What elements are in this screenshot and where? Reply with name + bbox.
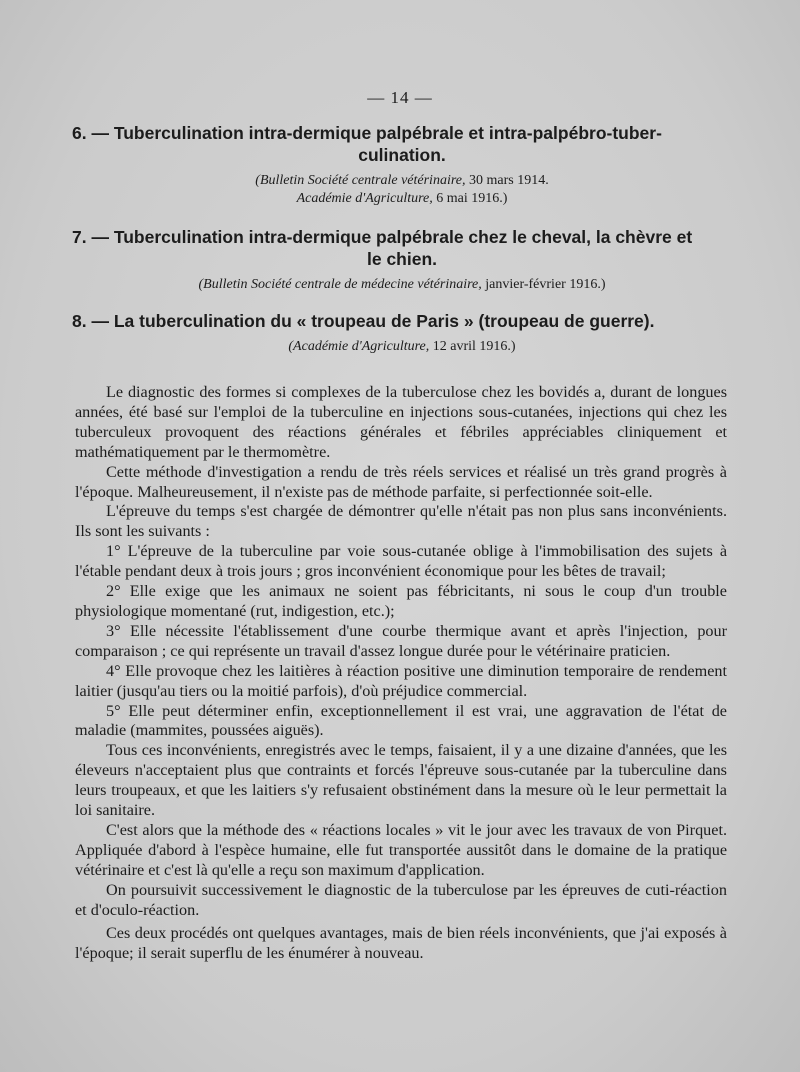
source-date: janvier-février 1916.) — [481, 277, 606, 292]
paragraph: C'est alors que la méthode des « réactions locales » vit le jour avec les travaux de von Pirquet. Appliquée d'abord à l'espèce humaine, elle fut transportée aussitôt dans le domaine de la pratique vétérinaire et c'est là qu'elle a reçu son maximum d'application. — [75, 820, 727, 879]
source-journal: (Bulletin Société centrale vétérinaire, — [255, 173, 466, 188]
paragraph: 2° Elle exige que les animaux ne soient pas fébricitants, ni sous le coup d'un trouble physiologique momentané (rut, indigestion, etc.); — [75, 582, 727, 620]
paragraph: 1° L'épreuve de la tuberculine par voie sous-cutanée oblige à l'immobilisation des sujets à l'étable pendant deux à trois jours ; gros inconvénient économique pour les bêtes de travail; — [75, 542, 727, 581]
reference-number: 8. — [72, 311, 87, 331]
source-date: 6 mai 1916.) — [432, 191, 508, 206]
paragraph: Tous ces inconvénients, enregistrés avec le temps, faisaient, il y a une dizaine d'années, que les éleveurs n'acceptaient plus que contraints et forcés l'épreuve sous-cutanée par la tuberculine dans leurs troupeaux, et que les laitiers s'y refusaient obstinément dans la mesure où le leur permettait la loi sanitaire. — [75, 741, 727, 820]
reference-title — [72, 310, 732, 332]
reference-6 — [72, 122, 732, 208]
paragraph: Le diagnostic des formes si complexes de la tuberculose chez les bovidés a, durant de longues années, été basé sur l'emploi de la tuberculine en injections sous-cutanées, injections qui chez les tuberculeux provoquent des réactions générales et fébriles appréciables cliniquement et mathématiquement par le thermomètre. — [75, 383, 727, 461]
source-journal: (Bulletin Société centrale de médecine vétérinaire, — [198, 277, 482, 292]
reference-title — [72, 122, 732, 166]
source-journal: Académie d'Agriculture, — [296, 191, 433, 206]
reference-title-continuation: le chien. — [366, 249, 438, 269]
paragraph: 3° Elle nécessite l'établissement d'une courbe thermique avant et après l'injection, pour comparaison ; ce qui représente un travail d'assez longue durée pour le vétérinaire praticien. — [75, 621, 727, 660]
reference-number: 6. — [72, 123, 87, 143]
reference-source — [72, 338, 732, 356]
paragraph: 4° Elle provoque chez les laitières à réaction positive une diminution temporaire de rendement laitier (jusqu'au tiers ou la moitié parfois), d'où préjudice commercial. — [75, 661, 727, 700]
reference-8 — [72, 310, 732, 356]
reference-title — [72, 226, 732, 270]
reference-source — [72, 172, 732, 208]
reference-title-line: — Tuberculination intra-dermique palpébrale et intra-palpébro-tuber- — [91, 123, 662, 143]
reference-title-line: — Tuberculination intra-dermique palpébrale chez le cheval, la chèvre et — [91, 227, 693, 247]
paragraph: Ces deux procédés ont quelques avantages, mais de bien réels inconvénients, que j'ai exposés à l'époque; il serait superflu de les énumérer à nouveau. — [75, 924, 727, 963]
paragraph: L'épreuve du temps s'est chargée de démontrer qu'elle n'était pas non plus sans inconvénients. Ils sont les suivants : — [75, 502, 727, 541]
reference-title-continuation: culination. — [358, 145, 446, 165]
reference-title-line: — La tuberculination du « troupeau de Paris » (troupeau de guerre). — [91, 311, 655, 331]
source-journal: (Académie d'Agriculture, — [288, 339, 430, 354]
source-date: 12 avril 1916.) — [429, 339, 516, 354]
reference-number: 7. — [72, 227, 87, 247]
paragraph: 5° Elle peut déterminer enfin, exceptionnellement il est vrai, une aggravation de l'état de maladie (mammites, poussées aiguës). — [75, 701, 727, 740]
body-text — [75, 383, 727, 964]
source-date: 30 mars 1914. — [465, 173, 549, 188]
reference-source — [72, 276, 732, 294]
paragraph: Cette méthode d'investigation a rendu de très réels services et réalisé un très grand progrès à l'époque. Malheureusement, il n'existe pas de méthode parfaite, si perfectionnée soit-elle. — [75, 462, 727, 501]
paragraph: On poursuivit successivement le diagnostic de la tuberculose par les épreuves de cuti-réaction et d'oculo-réaction. — [75, 880, 727, 919]
reference-7 — [72, 226, 732, 294]
page-number: — 14 — — [367, 88, 433, 107]
